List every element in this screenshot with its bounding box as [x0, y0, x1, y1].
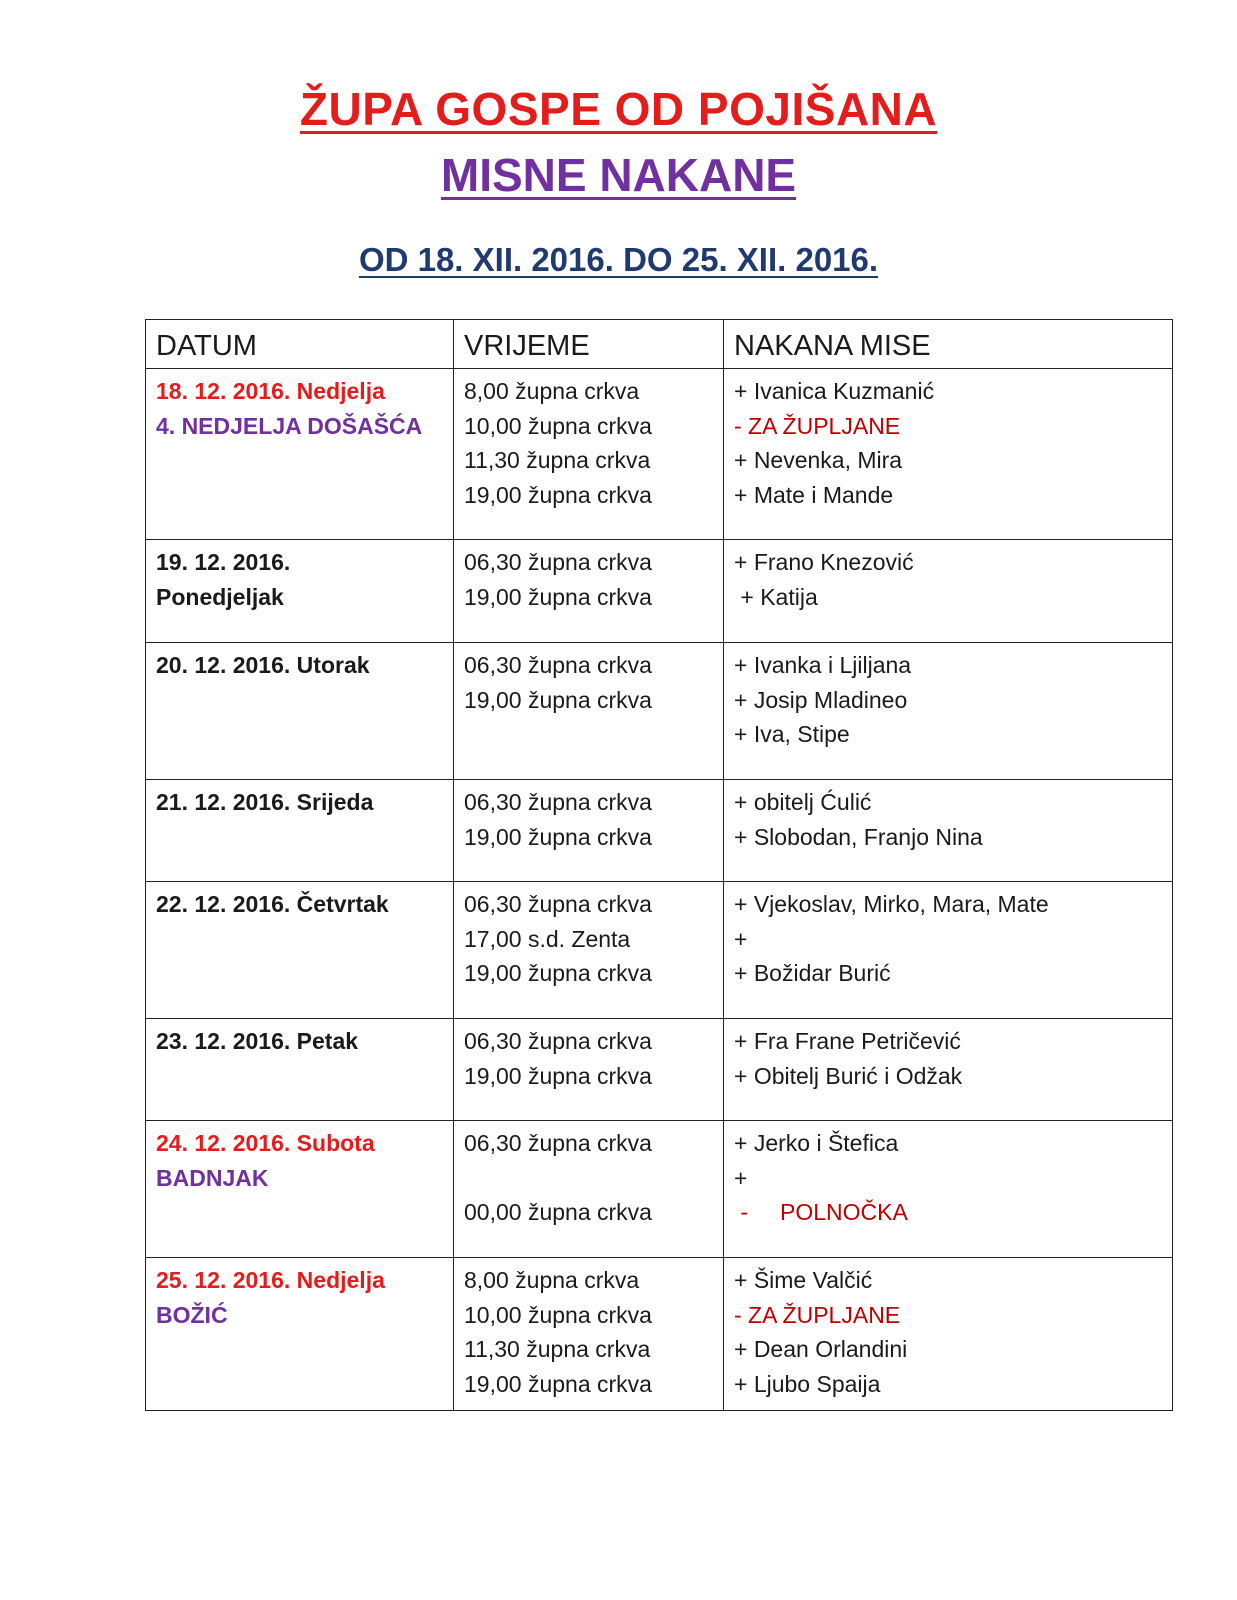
date-cell — [146, 1121, 453, 1195]
mass-time: 19,00 župna crkva — [464, 960, 652, 986]
row-date: 21. 12. 2016. Srijeda — [156, 789, 374, 815]
time-cell — [454, 1121, 723, 1230]
mass-intention: - ZA ŽUPLJANE — [734, 1301, 901, 1328]
table-row — [146, 1121, 1173, 1258]
column-header-date: DATUM — [146, 320, 454, 369]
parish-title: ŽUPA GOSPE OD POJIŠANA — [299, 83, 938, 135]
intention-cell — [724, 1121, 1172, 1230]
table-row — [146, 540, 1173, 643]
date-range: OD 18. XII. 2016. DO 25. XII. 2016. — [358, 241, 879, 278]
row-date: 20. 12. 2016. Utorak — [156, 652, 370, 678]
intention-cell — [724, 780, 1172, 854]
row-date: 23. 12. 2016. Petak — [156, 1028, 359, 1054]
row-date: 24. 12. 2016. Subota — [156, 1130, 375, 1156]
time-cell — [454, 780, 723, 854]
time-cell — [454, 540, 723, 614]
time-cell — [454, 1019, 723, 1093]
intention-cell — [724, 1258, 1172, 1401]
intention-cell — [724, 1019, 1172, 1093]
date-cell — [146, 643, 453, 683]
date-cell — [146, 1019, 453, 1059]
row-date: 18. 12. 2016. Nedjelja — [156, 378, 385, 404]
mass-intention: + Ivanka i Ljiljana — [734, 652, 912, 678]
table-row — [146, 1019, 1173, 1121]
table-row — [146, 882, 1173, 1019]
mass-intention: + obitelj Ćulić — [734, 789, 872, 815]
row-feast: BOŽIĆ — [156, 1301, 228, 1328]
mass-time: 11,30 župna crkva — [464, 447, 651, 473]
date-cell — [146, 1258, 453, 1332]
mass-time: 06,30 župna crkva — [464, 1028, 652, 1054]
mass-intention: - ZA ŽUPLJANE — [734, 412, 901, 439]
mass-intention: + Frano Knezović — [734, 549, 914, 575]
time-cell — [454, 369, 723, 512]
date-cell — [146, 540, 453, 614]
document-title: MISNE NAKANE — [440, 149, 797, 201]
mass-intention: + — [734, 1164, 748, 1191]
mass-intention: + Josip Mladineo — [734, 686, 908, 713]
mass-intention: + Ljubo Spaija — [734, 1370, 881, 1397]
mass-intention: + Slobodan, Franjo Nina — [734, 823, 983, 850]
mass-time: 19,00 župna crkva — [464, 481, 652, 508]
mass-intention: + — [734, 925, 748, 952]
table-row — [146, 369, 1173, 540]
date-cell — [146, 882, 453, 922]
mass-time: 06,30 župna crkva — [464, 1130, 652, 1156]
column-header-time: VRIJEME — [454, 320, 724, 369]
mass-intention: + Ivanica Kuzmanić — [734, 378, 935, 404]
mass-intention: + Katija — [734, 583, 818, 610]
table-row — [146, 1258, 1173, 1411]
row-feast: 4. NEDJELJA DOŠAŠĆA — [156, 412, 423, 439]
mass-intention: - POLNOČKA — [734, 1199, 908, 1225]
row-weekday: Ponedjeljak — [156, 583, 284, 610]
mass-time: 06,30 župna crkva — [464, 789, 652, 815]
table-header-row — [146, 320, 1173, 369]
mass-intention: + Iva, Stipe — [734, 721, 850, 747]
mass-time — [464, 1161, 713, 1196]
mass-time: 17,00 s.d. Zenta — [464, 925, 631, 952]
row-date: 19. 12. 2016. — [156, 549, 291, 575]
time-cell — [454, 882, 723, 991]
time-cell — [454, 643, 723, 717]
mass-intention: + Mate i Mande — [734, 481, 894, 508]
mass-time: 00,00 župna crkva — [464, 1199, 652, 1225]
mass-intention: + Obitelj Burić i Odžak — [734, 1062, 963, 1089]
mass-intention: + Vjekoslav, Mirko, Mara, Mate — [734, 891, 1049, 917]
date-cell — [146, 369, 453, 443]
row-date: 25. 12. 2016. Nedjelja — [156, 1267, 385, 1293]
intention-cell — [724, 540, 1172, 614]
mass-time: 19,00 župna crkva — [464, 1370, 652, 1397]
mass-intention: + Božidar Burić — [734, 960, 891, 986]
row-date: 22. 12. 2016. Četvrtak — [156, 891, 389, 917]
mass-time: 06,30 župna crkva — [464, 549, 652, 575]
mass-time: 19,00 župna crkva — [464, 1062, 652, 1089]
mass-schedule-table — [145, 319, 1173, 1411]
intention-cell — [724, 643, 1172, 752]
date-cell — [146, 780, 453, 820]
mass-time: 10,00 župna crkva — [464, 412, 652, 439]
intention-cell — [724, 882, 1172, 991]
mass-intention: + Jerko i Štefica — [734, 1130, 899, 1156]
time-cell — [454, 1258, 723, 1401]
mass-intention: + Nevenka, Mira — [734, 447, 903, 473]
mass-intention: + Fra Frane Petričević — [734, 1028, 961, 1054]
mass-time: 19,00 župna crkva — [464, 823, 652, 850]
intention-cell — [724, 369, 1172, 512]
mass-time: 11,30 župna crkva — [464, 1336, 651, 1362]
table-row — [146, 780, 1173, 882]
mass-time: 8,00 župna crkva — [464, 378, 640, 404]
mass-time: 06,30 župna crkva — [464, 652, 652, 678]
mass-intention: + Šime Valčić — [734, 1267, 873, 1293]
mass-time: 06,30 župna crkva — [464, 891, 652, 917]
mass-intention: + Dean Orlandini — [734, 1336, 908, 1362]
mass-time: 8,00 župna crkva — [464, 1267, 640, 1293]
row-feast: BADNJAK — [156, 1164, 269, 1191]
column-header-intention: NAKANA MISE — [724, 320, 1173, 369]
table-row — [146, 643, 1173, 780]
mass-time: 10,00 župna crkva — [464, 1301, 652, 1328]
mass-time: 19,00 župna crkva — [464, 686, 652, 713]
mass-time: 19,00 župna crkva — [464, 583, 652, 610]
